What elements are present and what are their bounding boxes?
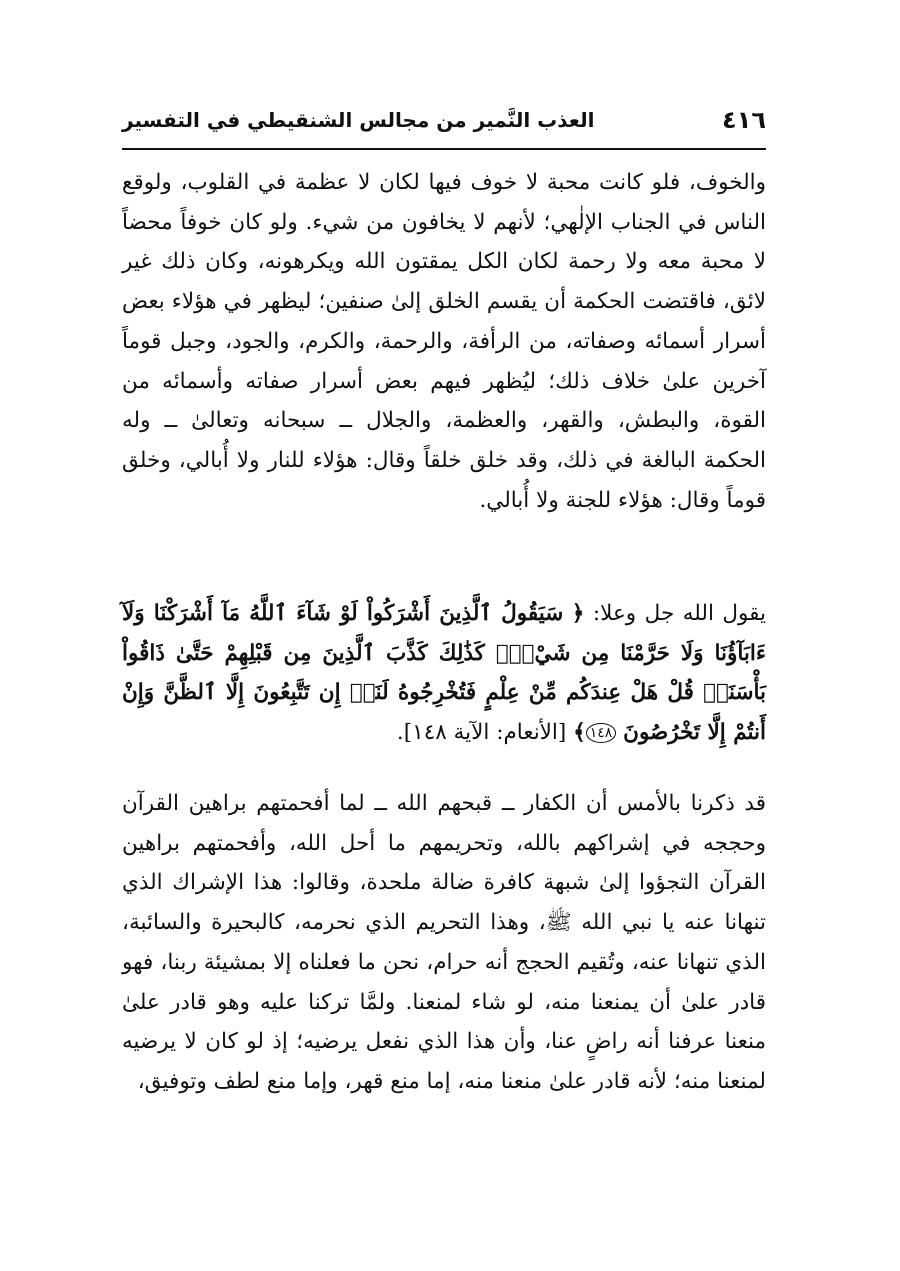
quran-verse: سَيَقُولُ ٱلَّذِينَ أَشْرَكُواْ لَوْ شَآءَ ٱللَّهُ مَآ أَشْرَكْنَا وَلَآ ءَابَآؤُنَا وَلَا حَرَّمْنَا مِن شَيْءٍۚ كَذَٰلِكَ كَذَّبَ ٱلَّذِينَ مِن قَبْلِهِمْ حَتَّىٰ ذَاقُواْ بَأْسَنَاۗ قُلْ هَلْ عِندَكُم مِّنْ عِلْمٍ فَتُخْرِجُوهُ لَنَآۖ إِن تَتَّبِعُونَ إِلَّا ٱلظَّنَّ وَإِنْ أَنتُمْ إِلَّا تَخْرُصُونَ: [122, 601, 766, 746]
ayah-number-marker: ١٤٨: [586, 723, 617, 743]
verse-reference: [الأنعام: الآية ١٤٨].: [396, 720, 567, 746]
page-number: ٤١٦: [722, 106, 766, 134]
header-divider: [122, 148, 766, 150]
quran-open-bracket: ﴿: [571, 601, 585, 626]
page-header: [122, 100, 766, 144]
body-paragraph-1: والخوف، فلو كانت محبة لا خوف فيها لكان لا عظمة في القلوب، ولوقع الناس في الجناب الإلٰهي؛ لأنهم لا يخافون من شيء. ولو كان خوفاً محضاً لا محبة معه ولا رحمة لكان الكل يمقتون الله ويكرهونه، وكان ذلك غير لائق، فاقتضت الحكمة أن يقسم الخلق إلىٰ صنفين؛ ليظهر في هؤلاء بعض أسرار أسمائه وصفاته، من الرأفة، والرحمة، والكرم، والجود، وجبل قوماً آخرين علىٰ خلاف ذلك؛ ليُظهر فيهم بعض أسرار صفاته وأسمائه من القوة، والبطش، والقهر، والعظمة، والجلال ــ سبحانه وتعالىٰ ــ وله الحكمة البالغة في ذلك، وقد خلق خلقاً وقال: هؤلاء للنار ولا أُبالي، وخلق قوماً وقال: هؤلاء للجنة ولا أُبالي.: [122, 170, 766, 513]
running-title: العذب النَّمير من مجالس الشنقيطي في التفسير: [122, 108, 595, 132]
quote-intro: يقول الله جل وعلا:: [592, 601, 767, 626]
quran-close-bracket: ﴾: [573, 720, 586, 746]
quran-quote-paragraph: [122, 594, 766, 753]
body-paragraph-2: قد ذكرنا بالأمس أن الكفار ــ قبحهم الله ــ لما أفحمتهم براهين القرآن وحججه في إشراكهم بالله، وتحريمهم ما أحل الله، وأفحمتهم براهين القرآن التجؤوا إلىٰ شبهة كافرة ضالة ملحدة، وقالوا: هذا الإشراك الذي تنهانا عنه يا نبي الله ﷺ، وهذا التحريم الذي نحرمه، كالبحيرة والسائبة، الذي تنهانا عنه، وتُقيم الحجج أنه حرام، نحن ما فعلناه إلا بمشيئة ربنا، فهو قادر علىٰ أن يمنعنا منه، لو شاء لمنعنا. ولمَّا تركنا عليه وهو قادر علىٰ منعنا عرفنا أنه راضٍ عنا، وأن هذا الذي نفعل يرضيه؛ إذ لو كان لا يرضيه لمنعنا منه؛ لأنه قادر علىٰ منعنا منه، إما منع قهر، وإما منع لطف وتوفيق،: [122, 791, 766, 1094]
